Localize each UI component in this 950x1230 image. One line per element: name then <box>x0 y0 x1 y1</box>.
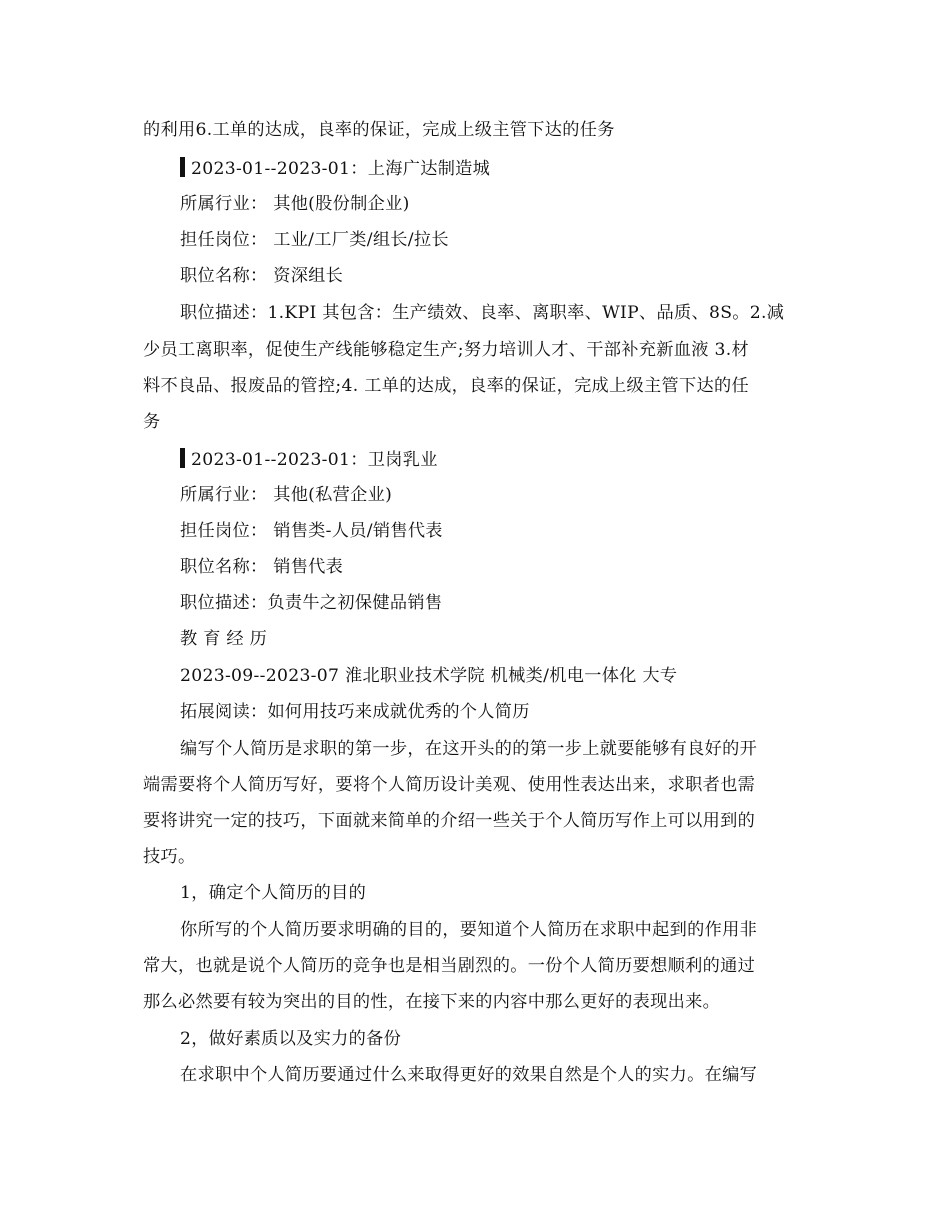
paragraph-line: 你所写的个人简历要求明确的目的，要知道个人简历在求职中起到的作用非 <box>180 920 758 940</box>
job-post: 担任岗位： 销售类-人员/销售代表 <box>180 521 443 541</box>
education-heading: 教育经历 <box>180 629 273 649</box>
paragraph-line: 端需要将个人简历写好，要将个人简历设计美观、使用性表达出来，求职者也需 <box>143 775 756 795</box>
section-heading: 1，确定个人简历的目的 <box>180 883 367 903</box>
job-period-company: 2023-01--2023-01：上海广达制造城 <box>191 159 491 179</box>
job-title: 职位名称： 资深组长 <box>180 266 344 286</box>
job-period-company: 2023-01--2023-01：卫岗乳业 <box>191 450 438 470</box>
job-description-cont: 少员工离职率，促使生产线能够稳定生产;努力培训人才、干部补充新血液 3.材 <box>143 340 749 360</box>
job-entry-heading <box>180 448 438 471</box>
paragraph-line: 编写个人简历是求职的第一步，在这开头的的第一步上就要能够有良好的开 <box>180 739 758 759</box>
job-industry: 所属行业： 其他(股份制企业) <box>180 194 410 214</box>
job-post: 担任岗位： 工业/工厂类/组长/拉长 <box>180 230 449 250</box>
section-heading: 2，做好素质以及实力的备份 <box>180 1029 402 1049</box>
section-marker-bar <box>180 157 185 177</box>
section-marker-bar <box>180 448 185 468</box>
paragraph-line: 常大，也就是说个人简历的竞争也是相当剧烈的。一份个人简历要想顺利的通过 <box>143 956 756 976</box>
job-title: 职位名称： 销售代表 <box>180 557 344 577</box>
job-entry-heading <box>180 157 490 180</box>
education-entry: 2023-09--2023-07 淮北职业技术学院 机械类/机电一体化 大专 <box>180 666 678 686</box>
job-description-cont: 务 <box>143 412 161 432</box>
paragraph-line: 那么必然要有较为突出的目的性，在接下来的内容中那么更好的表现出来。 <box>143 992 721 1012</box>
job-description: 职位描述：负责牛之初保健品销售 <box>180 593 443 613</box>
job-industry: 所属行业： 其他(私营企业) <box>180 485 393 505</box>
paragraph-line: 在求职中个人简历要通过什么来取得更好的效果自然是个人的实力。在编写 <box>180 1065 758 1085</box>
job-description: 职位描述：1.KPI 其包含：生产绩效、良率、离职率、WIP、品质、8S。2.减 <box>180 303 785 323</box>
paragraph-line: 要将讲究一定的技巧，下面就来简单的介绍一些关于个人简历写作上可以用到的 <box>143 811 756 831</box>
paragraph-line: 技巧。 <box>143 847 196 867</box>
extended-reading-title: 拓展阅读：如何用技巧来成就优秀的个人简历 <box>180 702 530 722</box>
text-line: 的利用6.工单的达成，良率的保证，完成上级主管下达的任务 <box>143 120 615 140</box>
job-description-cont: 料不良品、报废品的管控;4. 工单的达成，良率的保证，完成上级主管下达的任 <box>143 376 749 396</box>
